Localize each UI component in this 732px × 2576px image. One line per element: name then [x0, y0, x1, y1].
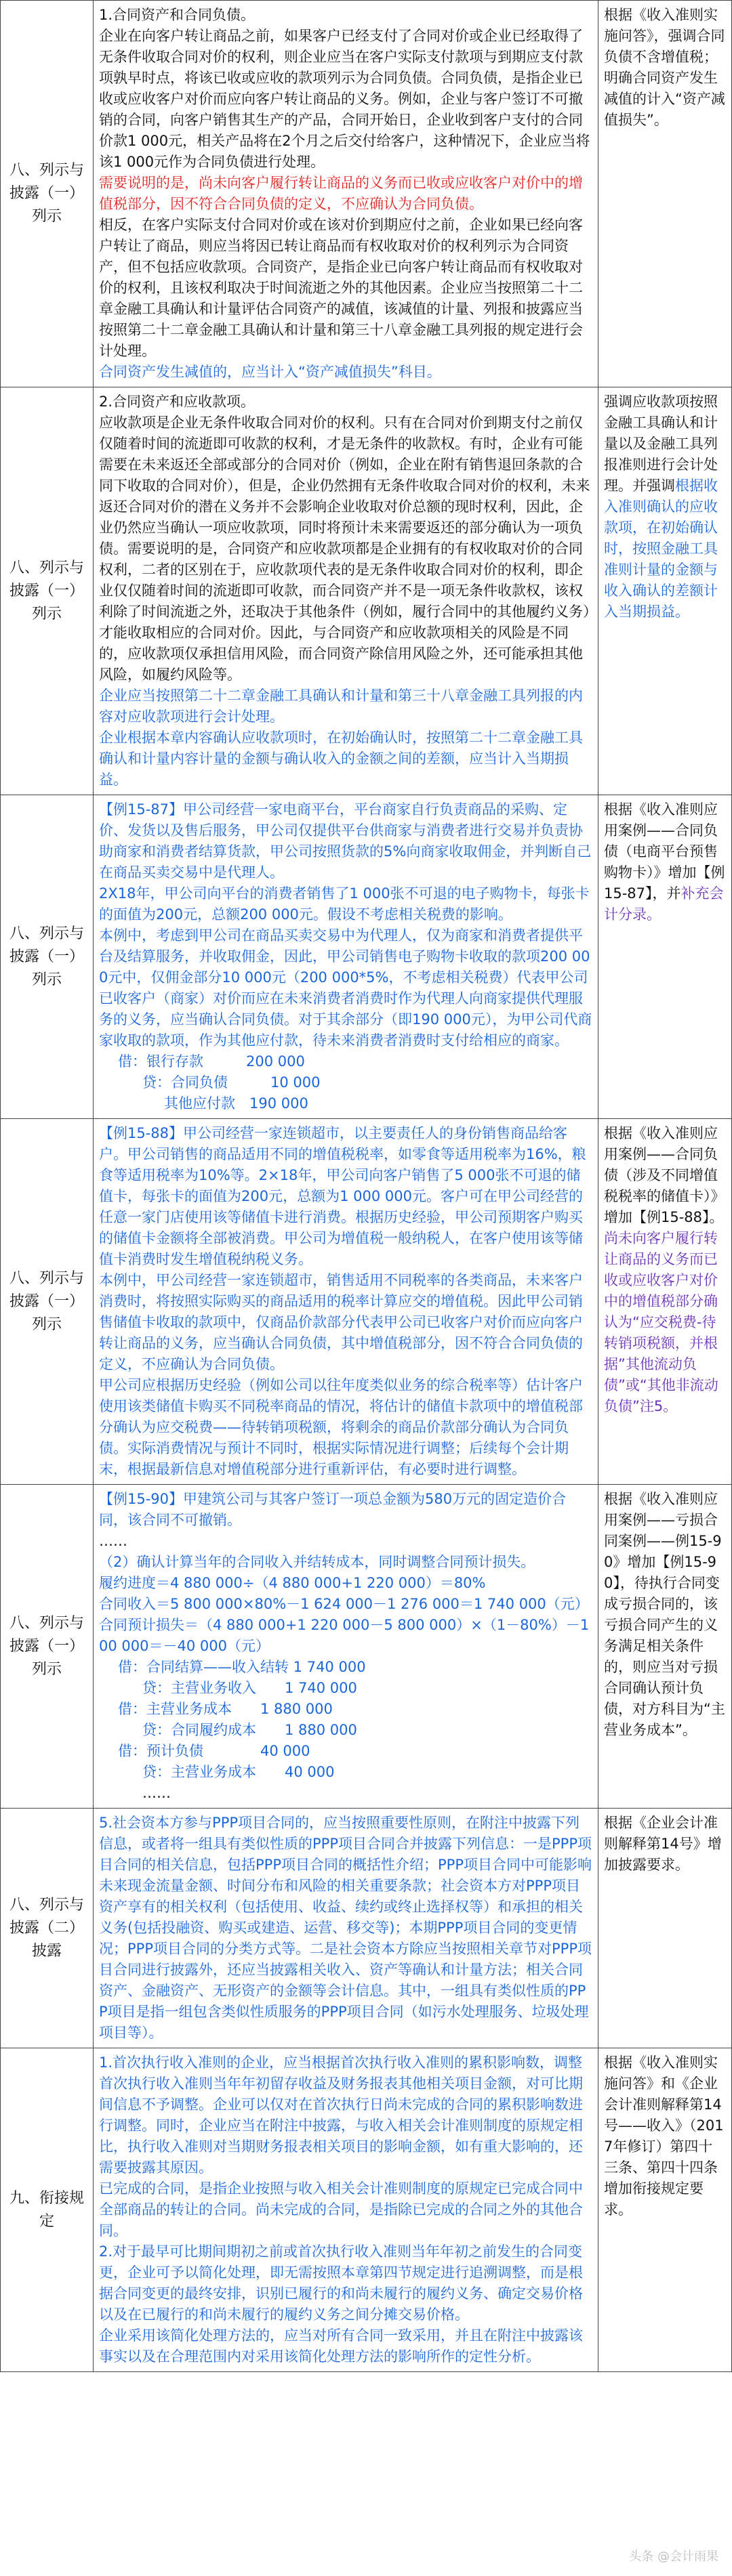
content-paragraph: …… [142, 1785, 171, 1801]
note-text: 待执行合同变成亏损合同的，该亏损合同产生的义务满足相关条件的，则应当对亏损合同确认预计负债，对方科目为“主营业务成本”。 [604, 1575, 725, 1738]
note-cell [598, 1, 732, 387]
content-paragraph: 本例中，甲公司经营一家连锁超市，销售适用不同税率的各类商品，未来客户消费时，将按照实际购买的商品适用的税率计算应交的增值税。因此甲公司销售储值卡收取的款项中，仅商品价款部分代表甲公司已收客户对价而应向客户转让商品的义务，应当确认合同负债，其中增值税部分，因不符合合同负债的定义，不应确认为合同负债。 [99, 1272, 583, 1372]
content-paragraph: 2.合同资产和应收款项。 [99, 394, 256, 410]
content-paragraph: 企业在向客户转让商品之前，如果客户已经支付了合同对价或企业已经取得了无条件收取合同对价的权利，则企业应当在客户实际支付款项与到期应支付款项孰早时点，将该已收或应收的款项列示为合同负债。合同负债，是指企业已收或应收客户对价而应向客户转让商品的义务。例如，企业与客户签订不可撤销的合同，向客户销售其生产的产品，合同开始日，企业收到客户支付的合同价款1 000元，相关产品将在2个月之后交付给客户，这种情况下，企业应当将该1 000元作为合同负债进行处理。 [99, 28, 590, 170]
content-paragraph: 相反，在客户实际支付合同对价或在该对价到期应付之前，企业如果已经向客户转让了商品，则应当将因已转让商品而有权收取对价的权利列示为合同资产，但不包括应收款项。合同资产，是指企业已向客户转让商品而有权收取对价的权利，且该权利取决于时间流逝之外的其他因素。企业应当按照第二十二章金融工具确认和计量评估合同资产的减值，该减值的计量、列报和披露应当按照第二十二章金融工具确认和计量和第三十八章金融工具列报的规定进行会计处理。 [99, 217, 583, 359]
table-row [1, 2048, 732, 2372]
table-row [1, 1809, 732, 2048]
note-cell [598, 1809, 732, 2048]
section-cell: 八、列示与披露（一）列示 [1, 1, 94, 387]
content-paragraph: 其他应付款 190 000 [164, 1095, 308, 1112]
note-text: 根据收入准则确认的应收款项，在初始确认时，按照金融工具准则计量的金额与收入确认的差额计入当期损益。 [604, 478, 718, 620]
note-text: 补充会计分录。 [604, 885, 724, 923]
content-cell [94, 2048, 598, 2372]
content-cell [94, 795, 598, 1119]
note-text: 根据《收入准则实施问答》，强调合同负债不含增值税；明确合同资产发生减值的计入“资产减值损失”。 [604, 7, 725, 128]
content-paragraph: 需要说明的是，尚未向客户履行转让商品的义务而已收或应收客户对价中的增值税部分，因不符合合同负债的定义，不应确认为合同负债。 [99, 175, 583, 212]
content-paragraph: 企业采用该简化处理方法的，应当对所有合同一致采用，并且在附注中披露该事实以及在合理范围内对采用该简化处理方法的影响所作的定性分析。 [99, 2327, 583, 2365]
content-paragraph: 贷：主营业务成本 40 000 [142, 1764, 335, 1780]
content-paragraph: 借：预计负债 40 000 [118, 1743, 310, 1759]
content-paragraph: 【例15-87】甲公司经营一家电商平台，平台商家自行负责商品的采购、定价、发货以及售后服务，甲公司仅提供平台供商家与消费者进行交易并负责协助商家和消费者结算货款，甲公司按照货款的5%向商家收取佣金，并判断自己在商品买卖交易中是代理人。 [99, 801, 592, 881]
content-paragraph: 借：合同结算——收入结转 1 740 000 [118, 1659, 366, 1675]
section-cell: 八、列示与披露（一）列示 [1, 387, 94, 795]
content-paragraph: 贷：主营业务收入 1 740 000 [142, 1680, 357, 1696]
content-cell [94, 1119, 598, 1485]
content-paragraph: 本例中，考虑到甲公司在商品买卖交易中为代理人，仅为商家和消费者提供平台及结算服务，并收取佣金，因此，甲公司销售电子购物卡收取的款项200 000元中，仅佣金部分10 000元（200 000*5%，不考虑相关税费）代表甲公司已收客户（商家）对价而应在未来消费者消费时作为代理人向商家提供代理服务的义务，应当确认合同负债。对于其余部分（即190 000元），为甲公司代商家收取的款项，作为其他应付款，待未来消费者消费时支付给相应的商家。 [99, 927, 592, 1049]
content-paragraph: 1.首次执行收入准则的企业，应当根据首次执行收入准则的累积影响数，调整首次执行收入准则当年年初留存收益及财务报表其他相关项目金额，对可比期间信息不予调整。企业可以仅对在首次执行日尚未完成的合同的累积影响数进行调整。同时，企业应当在附注中披露，与收入相关会计准则制度的原规定相比，执行收入准则对当期财务报表相关项目的影响金额，如有重大影响的，还需要披露其原因。 [99, 2054, 583, 2176]
content-paragraph: 贷：合同履约成本 1 880 000 [142, 1722, 357, 1738]
content-paragraph: 借：银行存款 200 000 [118, 1053, 305, 1070]
section-cell: 八、列示与披露（一）列示 [1, 795, 94, 1119]
note-cell [598, 1485, 732, 1809]
note-text: 根据《企业会计准则解释第14号》增加披露要求。 [604, 1815, 722, 1873]
table-row [1, 1, 732, 387]
section-cell: 八、列示与披露（二）披露 [1, 1809, 94, 2048]
content-paragraph: 借：主营业务成本 1 880 000 [118, 1701, 333, 1717]
table-row [1, 1485, 732, 1809]
content-paragraph: 甲公司应根据历史经验（例如公司以往年度类似业务的综合税率等）估计客户使用该类储值卡购买不同税率商品的情况，将估计的储值卡款项中的增值税部分确认为应交税费——待转销项税额，将剩余的商品价款部分确认为合同负债。实际消费情况与预计不同时，根据实际情况进行调整；后续每个会计期末，根据最新信息对增值税部分进行重新评估，有必要时进行调整。 [99, 1377, 583, 1477]
note-text: 根据《收入准则实施问答》和《企业会计准则解释第14号——收入》（2017年修订）第四十三条、第四十四条增加衔接规定要求。 [604, 2054, 724, 2218]
table-row [1, 1119, 732, 1485]
content-paragraph: 5.社会资本方参与PPP项目合同的，应当按照重要性原则，在附注中披露下列信息，或者将一组具有类似性质的PPP项目合同合并披露下列信息：一是PPP项目合同的相关信息，包括PPP项目合同的概括性介绍；PPP项目合同中可能影响未来现金流量金额、时间分布和风险的相关重要条款；社会资本方对PPP项目资产享有的相关权利（包括使用、收益、续约或终止选择权等）和承担的相关义务(包括投融资、购买或建造、运营、移交等)；本期PPP项目合同的变更情况；PPP项目合同的分类方式等。二是社会资本方除应当按照相关章节对PPP项目合同进行披露外，还应当披露相关收入、资产等确认和计量方法；相关合同资产、金融资产、无形资产的金额等会计信息。其中，一组具有类似性质的PPP项目是指一组包含类似性质服务的PPP项目合同（如污水处理服务、垃圾处理项目等）。 [99, 1815, 592, 2041]
content-paragraph: 合同资产发生减值的，应当计入“资产减值损失”科目。 [99, 364, 441, 380]
content-paragraph: 2.对于最早可比期间期初之前或首次执行收入准则当年年初之前发生的合同变更，企业可予以简化处理，即无需按照本章第四节规定进行追溯调整，而是根据合同变更的最终安排，识别已履行的和尚未履行的履约义务、确定交易价格以及在已履行的和尚未履行的履约义务之间分摊交易价格。 [99, 2243, 583, 2323]
content-paragraph: 应收款项是企业无条件收取合同对价的权利。只有在合同对价到期支付之前仅仅随着时间的流逝即可收款的权利，才是无条件的收款权。有时，企业有可能需要在未来返还全部或部分的合同对价（例如，企业在附有销售退回条款的合同下收取的合同对价），但是，企业仍然拥有无条件收取合同对价的权利，未来返还合同对价的潜在义务并不会影响企业收取对价总额的现时权利，因此，企业仍然应当确认一项应收款项，同时将预计未来需要返还的部分确认为一项负债。需要说明的是，合同资产和应收款项都是企业拥有的有权收取对价的合同权利，二者的区别在于，应收款项代表的是无条件收取合同对价的权利，即企业仅仅随着时间的流逝即可收款，而合同资产并不是一项无条件收款权，该权利除了时间流逝之外，还取决于其他条件（例如，履行合同中的其他履约义务）才能收取相应的合同对价。因此，与合同资产和应收款项相关的风险是不同的，应收款项仅承担信用风险，而合同资产除信用风险之外，还可能承担其他风险，如履约风险等。 [99, 415, 590, 683]
content-paragraph: （2）确认计算当年的合同收入并结转成本，同时调整合同预计损失。 [99, 1554, 535, 1570]
content-paragraph: 企业应当按照第二十二章金融工具确认和计量和第三十八章金融工具列报的内容对应收款项进行会计处理。 [99, 688, 583, 725]
content-cell [94, 1809, 598, 2048]
content-paragraph: 合同收入＝5 800 000×80%－1 624 000－1 276 000＝1 740 000（元） [99, 1596, 589, 1612]
content-paragraph: 2X18年，甲公司向平台的消费者销售了1 000张不可退的电子购物卡，每张卡的面值为200元，总额200 000元。假设不考虑相关税费的影响。 [99, 885, 590, 923]
note-cell [598, 1119, 732, 1485]
note-cell [598, 2048, 732, 2372]
content-paragraph: …… [99, 1533, 127, 1549]
note-cell [598, 795, 732, 1119]
note-text: 强调应收款项按照金融工具确认和计量以及金融工具列报准则进行会计处理。并强调 [604, 394, 718, 494]
content-cell [94, 1, 598, 387]
content-paragraph: 1.合同资产和合同负债。 [99, 7, 256, 23]
content-paragraph: 【例15-90】甲建筑公司与其客户签订一项总金额为580万元的固定造价合同，该合同不可撤销。 [99, 1491, 567, 1528]
content-paragraph: 企业根据本章内容确认应收款项时，在初始确认时，按照第二十二章金融工具确认和计量内容计量的金额与确认收入的金额之间的差额，应当计入当期损益。 [99, 730, 583, 788]
note-text: 尚未向客户履行转让商品的义务而已收或应收客户对价中的增值税部分确认为“应交税费-待转销项税额，并根据”其他流动负债”或“其他非流动负债”注5。 [604, 1230, 718, 1414]
content-paragraph: 合同预计损失＝（4 880 000+1 220 000－5 800 000）×（1－80%）－100 000＝－40 000（元） [99, 1617, 590, 1654]
note-text: 根据《收入准则应用案例——亏损合同案例——例15-90》增加【例15-90】， [604, 1491, 722, 1591]
content-cell [94, 1485, 598, 1809]
section-cell: 八、列示与披露（一）列示 [1, 1485, 94, 1809]
content-paragraph: 已完成的合同，是指企业按照与收入相关会计准则制度的原规定已完成合同中全部商品的转让的合同。尚未完成的合同，是指除已完成的合同之外的其他合同。 [99, 2180, 583, 2239]
table-row [1, 795, 732, 1119]
note-text: 根据《收入准则应用案例——合同负债（涉及不同增值税税率的储值卡）》增加【例15-88】。 [604, 1125, 725, 1225]
note-cell [598, 387, 732, 795]
content-paragraph: 贷：合同负债 10 000 [142, 1074, 321, 1091]
content-paragraph: 【例15-88】甲公司经营一家连锁超市，以主要责任人的身份销售商品给客户。甲公司销售的商品适用不同的增值税税率，如零食等适用税率为16%，粮食等适用税率为10%等。2×18年，甲公司向客户销售了5 000张不可退的储值卡，每张卡的面值为200元，总额为1 000 000元。客户可在甲公司经营的任意一家门店使用该等储值卡进行消费。根据历史经验，甲公司预期客户购买的储值卡金额将全部被消费。甲公司为增值税一般纳税人，在客户使用该等储值卡消费时发生增值税纳税义务。 [99, 1125, 586, 1267]
content-paragraph: 履约进度＝4 880 000÷（4 880 000+1 220 000）＝80% [99, 1575, 486, 1591]
note-text: 根据《收入准则应用案例——合同负债（电商平台预售购物卡）》增加【例15-87】，并 [604, 801, 725, 902]
table-row [1, 387, 732, 795]
section-cell: 八、列示与披露（一）列示 [1, 1119, 94, 1485]
section-cell: 九、衔接规定 [1, 2048, 94, 2372]
content-cell [94, 387, 598, 795]
watermark: 头条 @会计雨果 [629, 2550, 718, 2564]
